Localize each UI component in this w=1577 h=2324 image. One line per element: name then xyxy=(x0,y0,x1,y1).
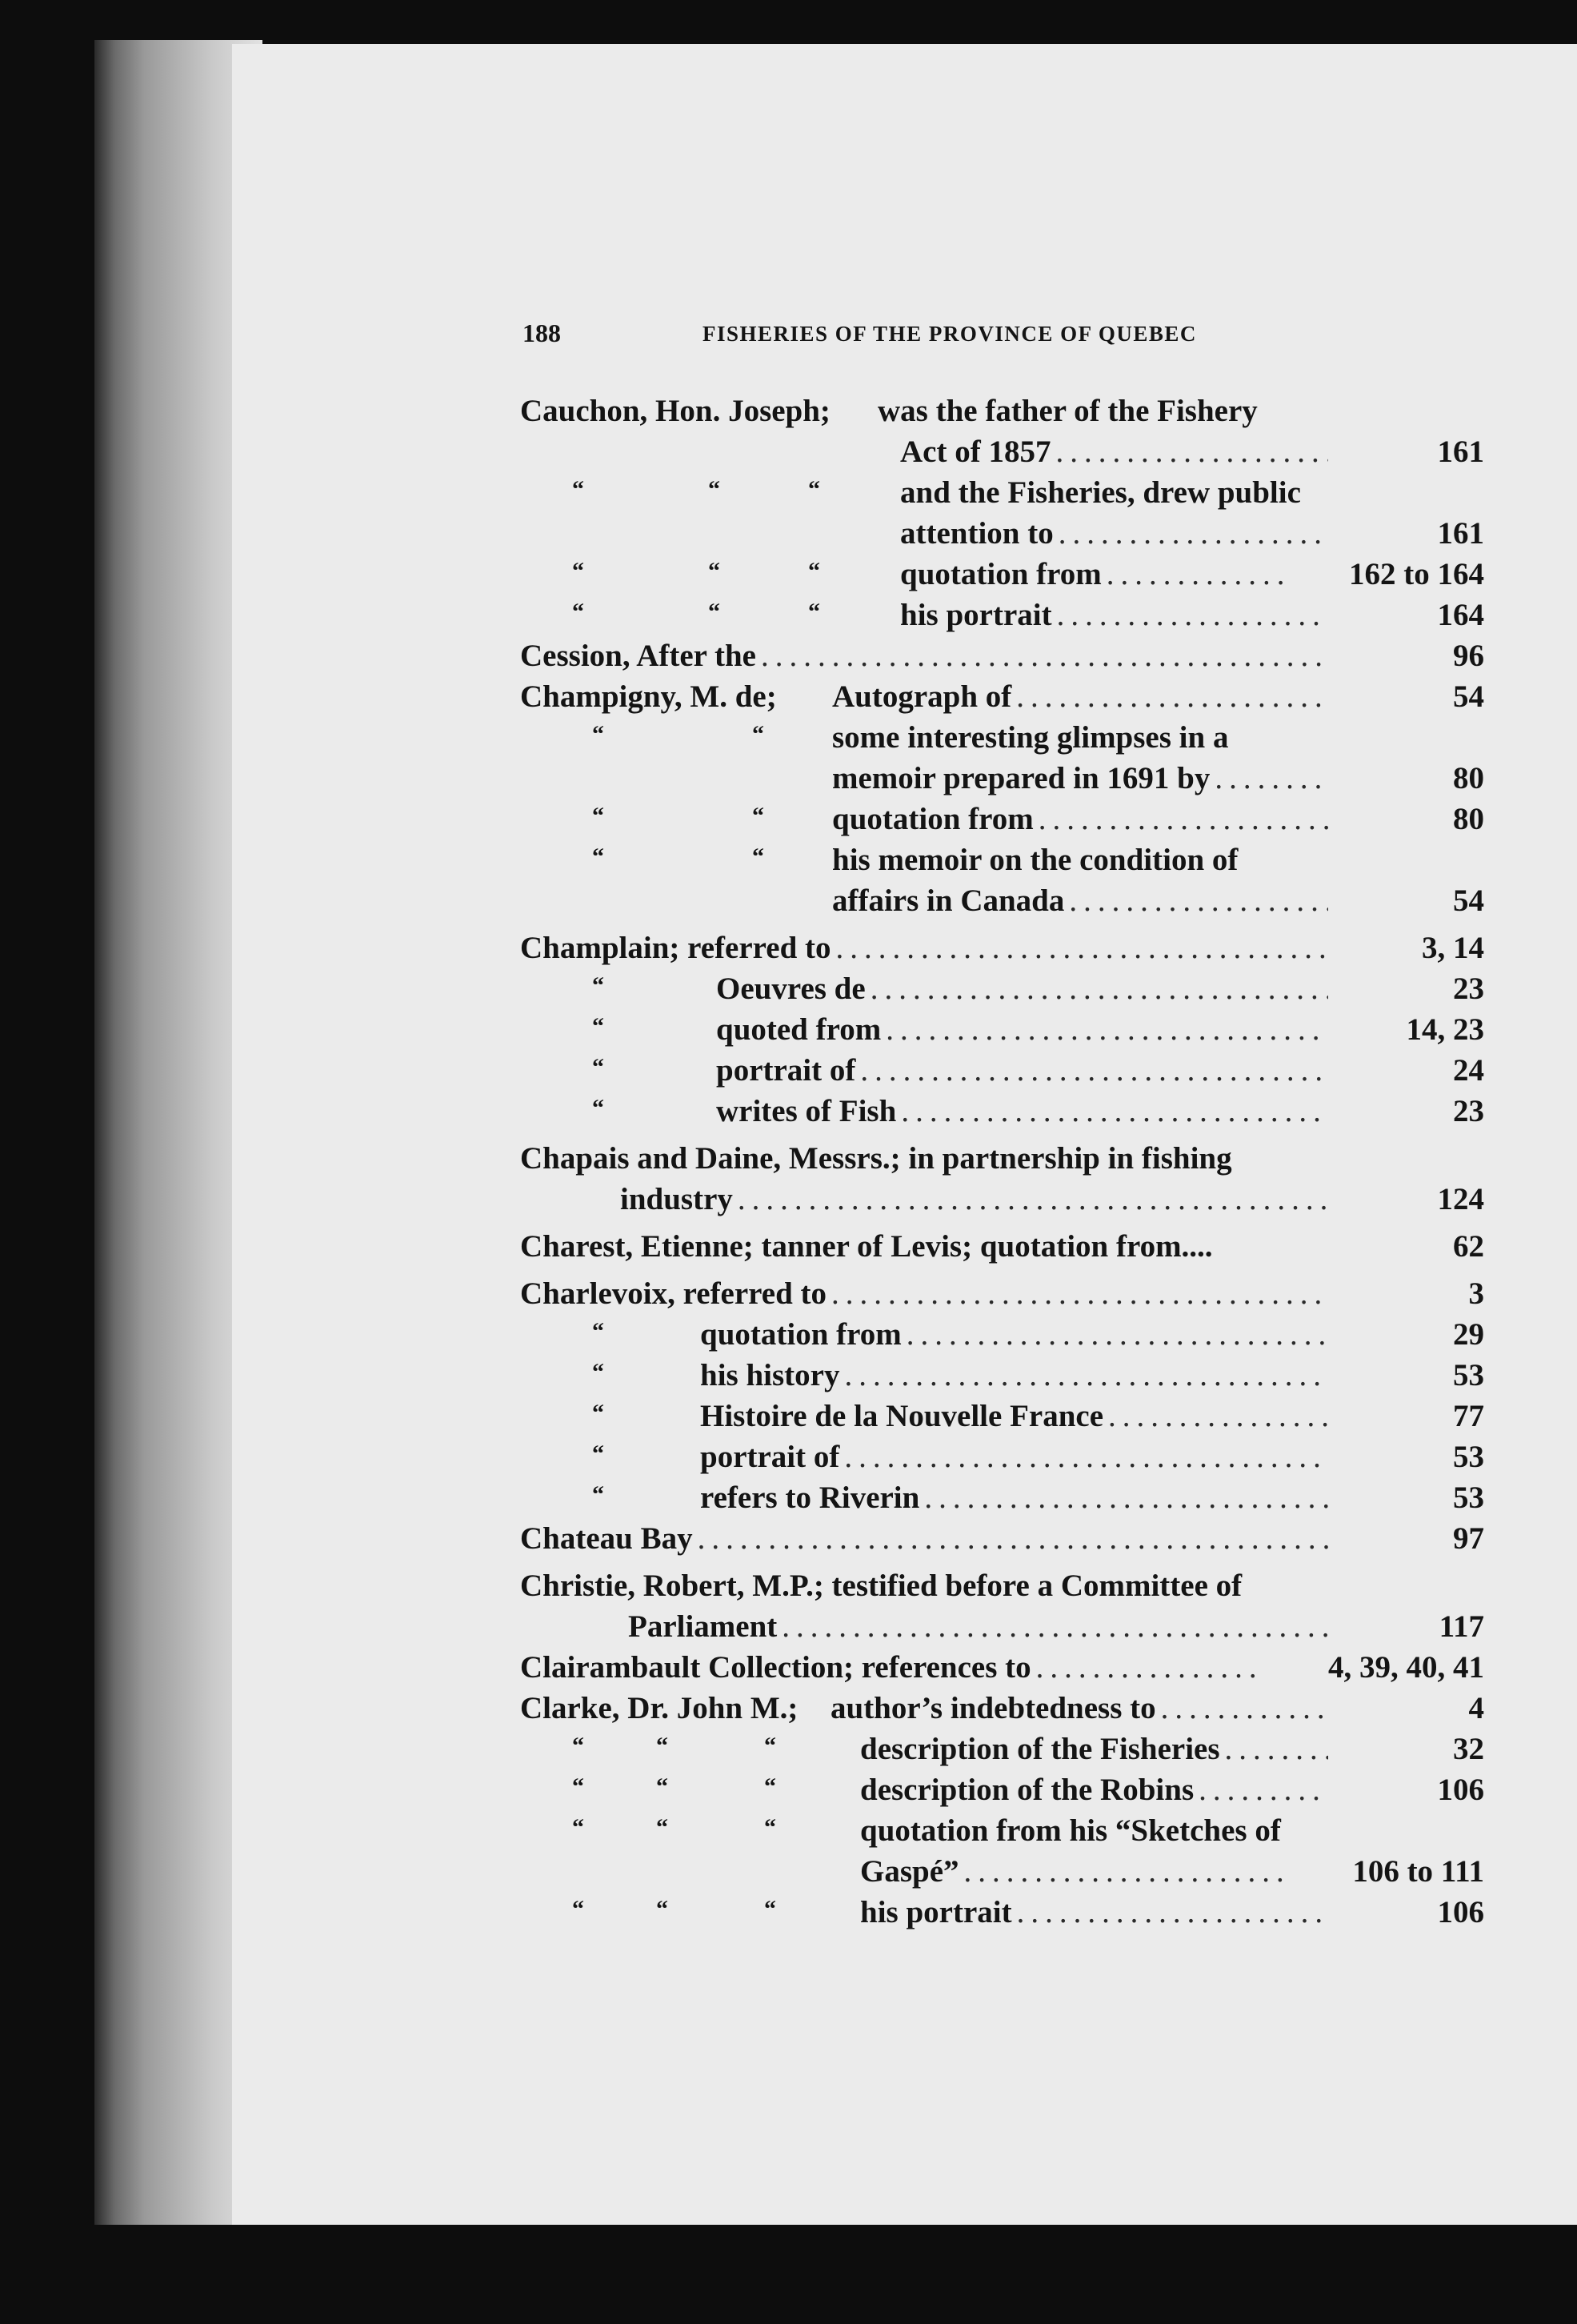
dot-leader xyxy=(1057,595,1328,635)
index-line xyxy=(520,758,1484,799)
ditto-mark: “ xyxy=(656,1773,668,1800)
ditto-mark: “ xyxy=(572,599,584,625)
ditto-mark: “ xyxy=(592,721,604,747)
page-ref: 164 xyxy=(1437,598,1484,632)
index-line xyxy=(520,1314,1484,1355)
index-line xyxy=(520,1729,1484,1769)
ditto-mark: “ xyxy=(808,558,820,584)
ditto-mark: “ xyxy=(592,972,604,999)
ditto-mark: “ xyxy=(572,1773,584,1800)
index-line xyxy=(520,1892,1484,1933)
entry-text-wrap xyxy=(832,799,1328,839)
entry-text-wrap xyxy=(860,1892,1328,1933)
entry-text-wrap xyxy=(716,1050,1328,1091)
page-ref: 80 xyxy=(1453,802,1484,836)
entry-text-wrap xyxy=(628,1606,1328,1647)
dot-leader xyxy=(844,1436,1328,1477)
dot-leader xyxy=(782,1606,1328,1647)
ditto-mark: “ xyxy=(592,1400,604,1426)
entry-text-wrap xyxy=(860,1769,1328,1810)
entry-heading: Cession, After the xyxy=(520,639,756,673)
entry-text: and the Fisheries, drew public xyxy=(900,475,1301,510)
dot-leader xyxy=(924,1477,1328,1518)
page-header xyxy=(522,319,1467,359)
entry-heading: Cauchon, Hon. Joseph; xyxy=(520,394,831,428)
entry-heading: Chateau Bay xyxy=(520,1521,693,1556)
index-line xyxy=(520,431,1484,472)
entry-text: quotation from his “Sketches of xyxy=(860,1813,1281,1848)
page-ref: 24 xyxy=(1453,1053,1484,1088)
index-line xyxy=(520,1050,1484,1091)
ditto-mark: “ xyxy=(752,843,764,870)
page-ref: 4, 39, 40, 41 xyxy=(1328,1650,1484,1685)
entry-text-wrap xyxy=(900,431,1328,472)
ditto-mark: “ xyxy=(656,1896,668,1922)
entry-text: industry xyxy=(620,1182,733,1216)
page-ref: 97 xyxy=(1453,1521,1484,1556)
entry-text-wrap xyxy=(700,1314,1328,1355)
ditto-mark: “ xyxy=(592,1013,604,1040)
entry-text-wrap xyxy=(700,1436,1328,1477)
dot-leader xyxy=(901,1091,1328,1132)
entry-text: memoir prepared in 1691 by xyxy=(832,761,1211,795)
entry-text: attention to xyxy=(900,516,1054,551)
entry-text-wrap xyxy=(900,595,1328,635)
index-line xyxy=(520,1769,1484,1810)
index-line xyxy=(520,391,1484,431)
dot-leader xyxy=(761,635,1328,676)
entry-text: Gaspé” xyxy=(860,1854,959,1889)
index-line xyxy=(520,1273,1484,1314)
page-ref: 23 xyxy=(1453,972,1484,1006)
index-line xyxy=(520,1647,1484,1688)
index-line xyxy=(520,1688,1484,1729)
entry-text: his history xyxy=(700,1358,840,1392)
entry-text-wrap xyxy=(520,928,1328,968)
page-ref: 77 xyxy=(1453,1399,1484,1433)
entry-text: refers to Riverin xyxy=(700,1481,920,1515)
dot-leader xyxy=(836,928,1328,968)
entry-text: Act of 1857 xyxy=(900,435,1051,469)
entry-text-wrap xyxy=(900,554,1292,595)
entry-text: was the father of the Fishery xyxy=(878,394,1258,428)
dot-leader xyxy=(1055,431,1328,472)
dot-leader xyxy=(886,1009,1328,1050)
entry-heading: Chapais and Daine, Messrs.; in partnership in fishing xyxy=(520,1141,1232,1176)
ditto-mark: “ xyxy=(592,1481,604,1508)
ditto-mark: “ xyxy=(656,1814,668,1841)
index-line xyxy=(520,1091,1484,1132)
dot-leader xyxy=(871,968,1328,1009)
entry-text-wrap xyxy=(716,968,1328,1009)
running-head: FISHERIES OF THE PROVINCE OF QUEBEC xyxy=(702,322,1197,346)
dot-leader xyxy=(1016,676,1328,717)
dot-leader xyxy=(738,1179,1328,1220)
index-line xyxy=(520,676,1484,717)
page-ref: 14, 23 xyxy=(1406,1012,1484,1047)
entry-text-wrap xyxy=(520,1647,1256,1688)
dot-leader xyxy=(1215,758,1328,799)
entry-heading: Charest, Etienne; tanner of Levis; quotation from.... xyxy=(520,1229,1213,1264)
index-line xyxy=(520,839,1484,880)
dot-leader xyxy=(1039,799,1328,839)
entry-text-wrap xyxy=(860,1729,1328,1769)
index-line xyxy=(520,717,1484,758)
dot-leader xyxy=(1108,1396,1328,1436)
ditto-mark: “ xyxy=(708,558,720,584)
entry-text: author’s indebtedness to xyxy=(831,1691,1156,1725)
index-line xyxy=(520,1179,1484,1220)
entry-text: writes of Fish xyxy=(716,1094,897,1128)
entry-text-wrap xyxy=(716,1009,1328,1050)
ditto-mark: “ xyxy=(592,843,604,870)
index-line xyxy=(520,1851,1484,1892)
index-line xyxy=(520,1606,1484,1647)
ditto-mark: “ xyxy=(572,1814,584,1841)
index-line xyxy=(520,1436,1484,1477)
page-ref: 106 to 111 xyxy=(1352,1854,1484,1889)
entry-text-wrap xyxy=(832,758,1328,799)
page-ref: 124 xyxy=(1437,1182,1484,1216)
dot-leader xyxy=(1069,880,1328,921)
page-number: 188 xyxy=(522,319,561,347)
page-ref: 53 xyxy=(1453,1481,1484,1515)
index-line xyxy=(520,1009,1484,1050)
page-ref: 161 xyxy=(1437,516,1484,551)
ditto-mark: “ xyxy=(572,1733,584,1759)
entry-heading: Christie, Robert, M.P.; testified before a Committee of xyxy=(520,1569,1243,1603)
entry-text: Histoire de la Nouvelle France xyxy=(700,1399,1104,1433)
page-ref: 3 xyxy=(1468,1276,1484,1311)
index-line xyxy=(520,1396,1484,1436)
entry-text-wrap xyxy=(716,1091,1328,1132)
entry-text: quoted from xyxy=(716,1012,882,1047)
entry-text: description of the Fisheries xyxy=(860,1732,1220,1766)
dot-leader xyxy=(831,1273,1328,1314)
entry-heading: Champigny, M. de; xyxy=(520,679,777,714)
entry-text: his portrait xyxy=(900,598,1052,632)
entry-text-wrap xyxy=(520,1273,1328,1314)
entry-text: his portrait xyxy=(860,1895,1012,1929)
entry-text-wrap xyxy=(900,513,1328,554)
page-ref: 32 xyxy=(1453,1732,1484,1766)
page-ref: 80 xyxy=(1453,761,1484,795)
index-line xyxy=(520,1477,1484,1518)
entry-text: Parliament xyxy=(628,1609,778,1644)
page-ref: 106 xyxy=(1437,1895,1484,1929)
ditto-mark: “ xyxy=(572,476,584,503)
entry-text: referred to xyxy=(687,931,831,965)
entry-text: quotation from xyxy=(700,1317,902,1352)
index-line xyxy=(520,880,1484,921)
entry-text: quotation from xyxy=(832,802,1034,836)
page-ref: 161 xyxy=(1437,435,1484,469)
ditto-mark: “ xyxy=(592,1318,604,1344)
entry-heading: Charlevoix, xyxy=(520,1276,675,1311)
page-ref: 29 xyxy=(1453,1317,1484,1352)
page-ref: 117 xyxy=(1439,1609,1484,1644)
entry-text: portrait of xyxy=(700,1440,840,1474)
dot-leader xyxy=(1161,1688,1328,1729)
page-ref: 4 xyxy=(1468,1691,1484,1725)
ditto-mark: “ xyxy=(592,1440,604,1467)
dot-leader xyxy=(1107,554,1292,595)
index-line xyxy=(520,1355,1484,1396)
ditto-mark: “ xyxy=(752,721,764,747)
index-line xyxy=(520,1565,1484,1606)
ditto-mark: “ xyxy=(808,476,820,503)
entry-text: affairs in Canada xyxy=(832,884,1065,918)
ditto-mark: “ xyxy=(764,1773,776,1800)
page-ref: 62 xyxy=(1453,1229,1484,1264)
entry-text: portrait of xyxy=(716,1053,856,1088)
entry-text: Oeuvres de xyxy=(716,972,866,1006)
entry-text-wrap xyxy=(832,676,1328,717)
dot-leader xyxy=(1017,1892,1328,1933)
entry-heading: Clairambault Collection; references to xyxy=(520,1650,1031,1685)
entry-text-wrap xyxy=(700,1477,1328,1518)
page-ref: 54 xyxy=(1453,679,1484,714)
index-list xyxy=(520,391,1484,1933)
dot-leader xyxy=(1199,1769,1328,1810)
ditto-mark: “ xyxy=(572,1896,584,1922)
page-ref: 162 to 164 xyxy=(1349,557,1484,591)
entry-text-wrap xyxy=(520,635,1328,676)
page-ref: 23 xyxy=(1453,1094,1484,1128)
entry-heading: Champlain; xyxy=(520,931,680,965)
entry-text-wrap xyxy=(832,880,1328,921)
ditto-mark: “ xyxy=(656,1733,668,1759)
index-line xyxy=(520,472,1484,513)
ditto-mark: “ xyxy=(708,476,720,503)
index-line xyxy=(520,1226,1484,1267)
ditto-mark: “ xyxy=(764,1896,776,1922)
ditto-mark: “ xyxy=(592,803,604,829)
entry-text: Autograph of xyxy=(832,679,1012,714)
entry-text: description of the Robins xyxy=(860,1773,1195,1807)
index-line xyxy=(520,968,1484,1009)
page-ref: 3, 14 xyxy=(1422,931,1484,965)
entry-text-wrap xyxy=(620,1179,1328,1220)
index-line xyxy=(520,554,1484,595)
ditto-mark: “ xyxy=(764,1733,776,1759)
entry-text-wrap xyxy=(700,1396,1328,1436)
page-ref: 53 xyxy=(1453,1358,1484,1392)
ditto-mark: “ xyxy=(752,803,764,829)
page-ref: 96 xyxy=(1453,639,1484,673)
page-ref: 54 xyxy=(1453,884,1484,918)
index-line xyxy=(520,1518,1484,1559)
ditto-mark: “ xyxy=(592,1359,604,1385)
ditto-mark: “ xyxy=(572,558,584,584)
entry-text-wrap xyxy=(860,1851,1292,1892)
index-line xyxy=(520,1138,1484,1179)
entry-text: some interesting glimpses in a xyxy=(832,720,1229,755)
entry-text-wrap xyxy=(831,1688,1328,1729)
entry-heading: Clarke, Dr. John M.; xyxy=(520,1691,799,1725)
dot-leader xyxy=(1036,1647,1256,1688)
entry-text-wrap xyxy=(700,1355,1328,1396)
ditto-mark: “ xyxy=(764,1814,776,1841)
index-line xyxy=(520,635,1484,676)
dot-leader xyxy=(1225,1729,1328,1769)
entry-text-wrap xyxy=(520,1518,1328,1559)
entry-text: referred to xyxy=(682,1276,827,1311)
dot-leader xyxy=(1059,513,1328,554)
ditto-mark: “ xyxy=(808,599,820,625)
index-line xyxy=(520,513,1484,554)
index-line xyxy=(520,799,1484,839)
dot-leader xyxy=(964,1851,1292,1892)
index-line xyxy=(520,1810,1484,1851)
page-ref: 106 xyxy=(1437,1773,1484,1807)
index-line xyxy=(520,928,1484,968)
entry-text: his memoir on the condition of xyxy=(832,843,1239,877)
dot-leader xyxy=(907,1314,1328,1355)
index-line xyxy=(520,595,1484,635)
page-ref: 53 xyxy=(1453,1440,1484,1474)
ditto-mark: “ xyxy=(592,1054,604,1080)
entry-text: quotation from xyxy=(900,557,1102,591)
ditto-mark: “ xyxy=(592,1095,604,1121)
ditto-mark: “ xyxy=(708,599,720,625)
dot-leader xyxy=(698,1518,1328,1559)
dot-leader xyxy=(860,1050,1328,1091)
dot-leader xyxy=(844,1355,1328,1396)
